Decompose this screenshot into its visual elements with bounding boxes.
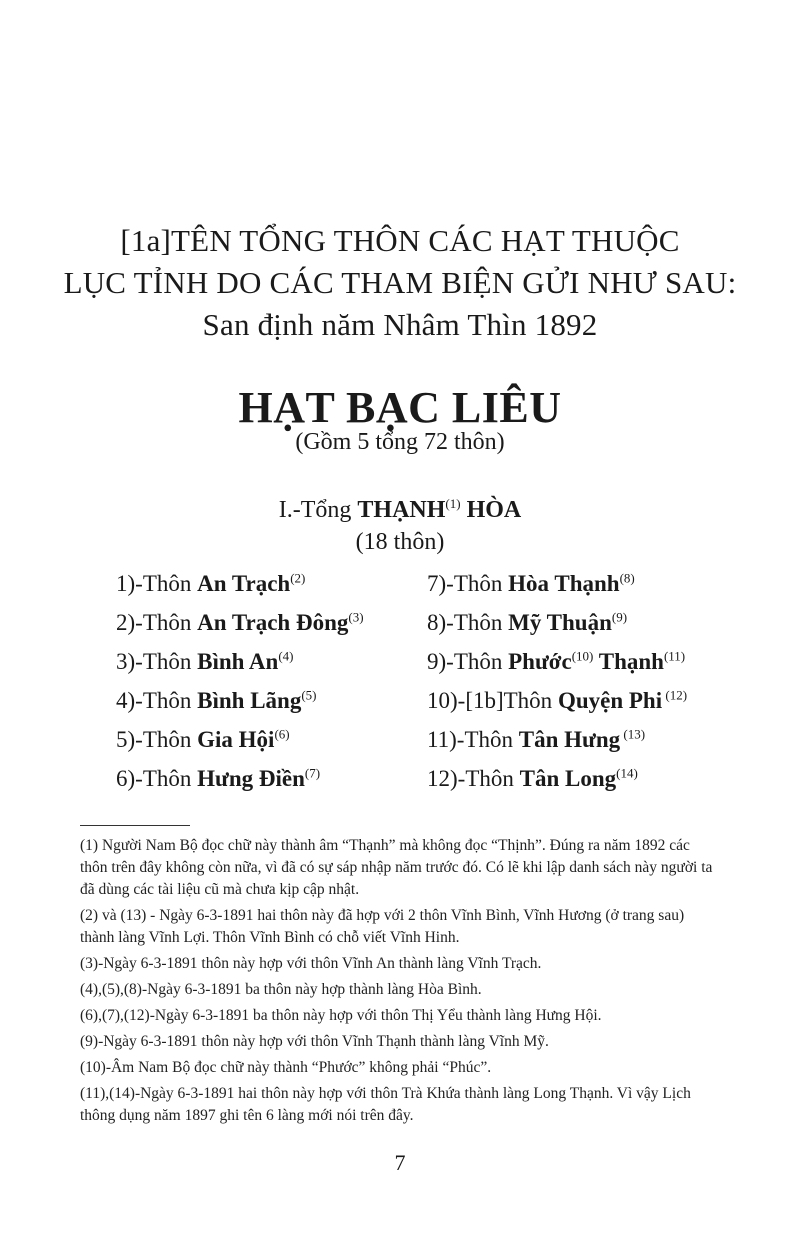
footnote-ref: (13) bbox=[620, 726, 646, 742]
village-name: Mỹ Thuận bbox=[508, 610, 612, 635]
village-entry bbox=[116, 723, 364, 762]
footnote-ref: (10) bbox=[571, 648, 594, 664]
village-list-right bbox=[427, 567, 687, 801]
tong-prefix: I.-Tổng bbox=[278, 497, 358, 523]
region-title: HẠT BẠC LIÊU bbox=[238, 383, 562, 432]
village-name: Bình Lãng bbox=[197, 688, 302, 713]
footnotes bbox=[80, 835, 720, 1131]
heading-line-2: LỤC TỈNH DO CÁC THAM BIỆN GỬI NHƯ SAU: bbox=[63, 265, 737, 300]
page-number: 7 bbox=[394, 1150, 406, 1175]
village-entry bbox=[116, 684, 364, 723]
footnote: (9)-Ngày 6-3-1891 thôn này hợp với thôn Vĩnh Thạnh thành làng Vĩnh Mỹ. bbox=[80, 1033, 549, 1050]
village-number: 7)-Thôn bbox=[427, 571, 509, 596]
footnote: (10)-Âm Nam Bộ đọc chữ này thành “Phước” không phải “Phúc”. bbox=[80, 1059, 492, 1076]
village-number: 11)-Thôn bbox=[427, 727, 519, 752]
village-number: 12)-Thôn bbox=[427, 766, 520, 791]
village-name: Phước bbox=[508, 649, 572, 674]
village-name: An Trạch Đông bbox=[197, 610, 349, 635]
tong-subtitle: (18 thôn) bbox=[355, 529, 445, 555]
village-name-part-2: Thạnh bbox=[593, 649, 664, 674]
village-entry bbox=[116, 645, 364, 684]
footnote: (11),(14)-Ngày 6-3-1891 hai thôn này hợp với thôn Trà Khứa thành làng Long Thạnh. Vì vậy Lịch thông dụng năm 1897 ghi tên 6 làng mới nói trên đây. bbox=[80, 1085, 691, 1124]
village-entry bbox=[116, 567, 364, 606]
heading-line-1: [1a]TÊN TỔNG THÔN CÁC HẠT THUỘC bbox=[120, 223, 680, 258]
footnote: (3)-Ngày 6-3-1891 thôn này hợp với thôn Vĩnh An thành làng Vĩnh Trạch. bbox=[80, 955, 542, 972]
village-number: 5)-Thôn bbox=[116, 727, 198, 752]
village-entry bbox=[427, 606, 687, 645]
village-list-left bbox=[116, 567, 364, 801]
footnote-ref: (7) bbox=[304, 765, 321, 781]
footnote-ref: (5) bbox=[301, 687, 317, 703]
village-name: Gia Hội bbox=[197, 727, 275, 752]
region-subtitle: (Gồm 5 tổng 72 thôn) bbox=[295, 429, 505, 455]
tong-name-1: THẠNH bbox=[357, 497, 446, 523]
footnote-ref: (8) bbox=[619, 570, 635, 586]
footnote-ref: (2) bbox=[290, 570, 306, 586]
village-number: 8)-Thôn bbox=[427, 610, 509, 635]
village-entry bbox=[116, 762, 364, 801]
village-entry bbox=[427, 645, 687, 684]
footnote-ref: (14) bbox=[616, 765, 638, 781]
village-name: Tân Long bbox=[519, 766, 617, 791]
village-number: 3)-Thôn bbox=[116, 649, 198, 674]
village-number: 1)-Thôn bbox=[116, 571, 198, 596]
tong-footnote-ref: (1) bbox=[445, 496, 461, 511]
village-number: 6)-Thôn bbox=[116, 766, 198, 791]
footnote: (4),(5),(8)-Ngày 6-3-1891 ba thôn này hợp thành làng Hòa Bình. bbox=[80, 981, 482, 998]
footnote-divider bbox=[80, 825, 190, 826]
footnote-ref: (3) bbox=[348, 609, 364, 625]
village-name: Hòa Thạnh bbox=[508, 571, 620, 596]
village-entry bbox=[116, 606, 364, 645]
village-entry bbox=[427, 762, 687, 801]
village-name: Bình An bbox=[197, 649, 279, 674]
tong-title bbox=[0, 497, 800, 524]
footnote: (1) Người Nam Bộ đọc chữ này thành âm “Thạnh” mà không đọc “Thịnh”. Đúng ra năm 1892 các thôn trên đây không còn nữa, vì đã có sự sáp nhập năm trước đó. Có lẽ khi lập danh sách này người ta đã dùng các tài liệu cũ mà chưa kịp cập nhật. bbox=[80, 837, 713, 898]
village-entry bbox=[427, 684, 687, 723]
footnote: (2) và (13) - Ngày 6-3-1891 hai thôn này đã hợp với 2 thôn Vĩnh Bình, Vĩnh Hương (ở trang sau) thành làng Vĩnh Lợi. Thôn Vĩnh Bình có chỗ viết Vĩnh Hinh. bbox=[80, 907, 685, 946]
village-entry bbox=[427, 723, 687, 762]
village-number: 9)-Thôn bbox=[427, 649, 509, 674]
footnote-ref: (12) bbox=[662, 687, 688, 703]
village-number: 2)-Thôn bbox=[116, 610, 198, 635]
village-name: Tân Hưng bbox=[518, 727, 621, 752]
village-name: An Trạch bbox=[197, 571, 291, 596]
tong-name-2: HÒA bbox=[460, 497, 522, 523]
footnote-ref: (6) bbox=[274, 726, 290, 742]
footnote-ref: (11) bbox=[663, 648, 686, 664]
village-entry bbox=[427, 567, 687, 606]
village-number: 4)-Thôn bbox=[116, 688, 198, 713]
heading-line-3: San định năm Nhâm Thìn 1892 bbox=[202, 307, 598, 342]
footnote-ref: (4) bbox=[278, 648, 294, 664]
village-name: Hưng Điền bbox=[197, 766, 305, 791]
village-name: Quyện Phi bbox=[557, 688, 663, 713]
village-number: 10)-[1b]Thôn bbox=[427, 688, 558, 713]
footnote: (6),(7),(12)-Ngày 6-3-1891 ba thôn này hợp với thôn Thị Yểu thành làng Hưng Hội. bbox=[80, 1007, 602, 1024]
footnote-ref: (9) bbox=[611, 609, 628, 625]
